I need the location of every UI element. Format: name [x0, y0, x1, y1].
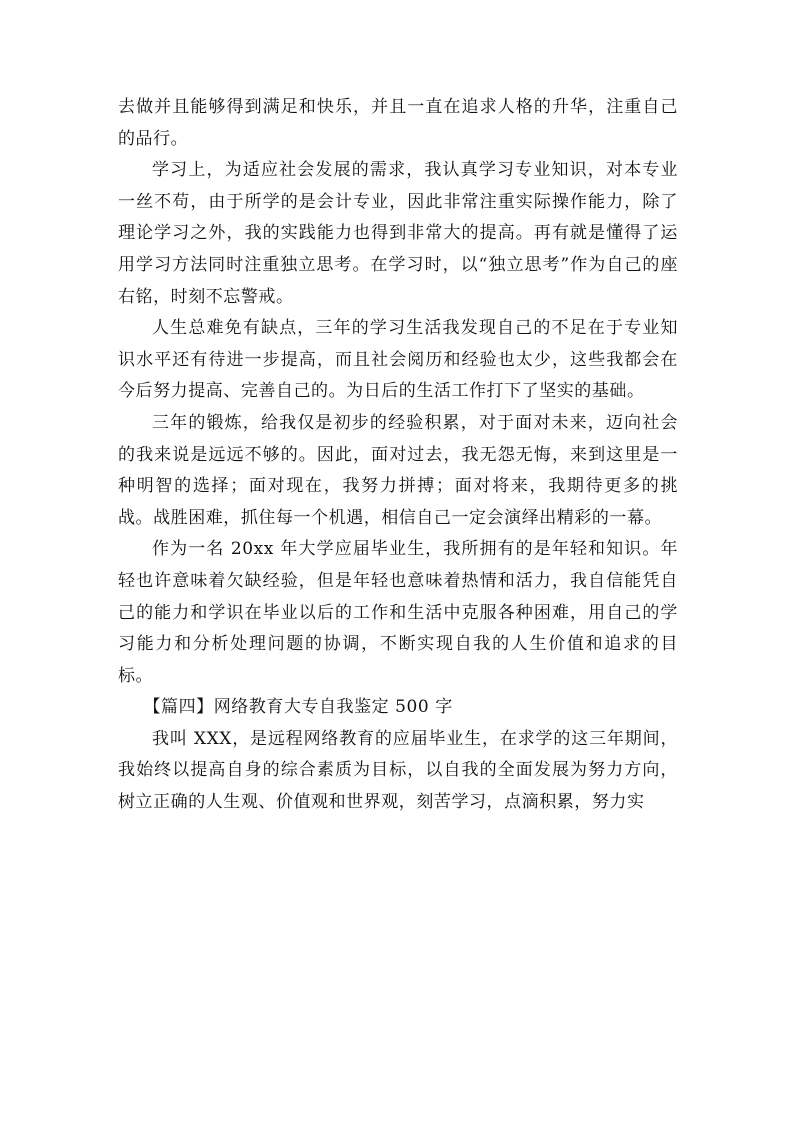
paragraph-graduate: 作为一名 20xx 年大学应届毕业生，我所拥有的是年轻和知识。年轻也许意味着欠缺经验，但是年轻也意味着热情和活力，我自信能凭自己的能力和学识在毕业以后的工作和生活中克服各种困难，用自己的学习能力和分析处理问题的协调，不断实现自我的人生价值和追求的目标。	[118, 539, 678, 686]
paragraph-shortcomings: 人生总难免有缺点，三年的学习生活我发现自己的不足在于专业知识水平还有待进一步提高，而且社会阅历和经验也太少，这些我都会在今后努力提高、完善自己的。为日后的生活工作打下了坚实的基础。	[118, 318, 678, 402]
paragraph-training: 三年的锻炼，给我仅是初步的经验积累，对于面对未来，迈向社会的我来说是远远不够的。因此，面对过去，我无怨无悔，来到这里是一种明智的选择；面对现在，我努力拼搏；面对将来，我期待更多的挑战。战胜困难，抓住每一个机遇，相信自己一定会演绎出精彩的一幕。	[118, 412, 678, 528]
paragraph-introduction: 我叫 XXX，是远程网络教育的应届毕业生，在求学的这三年期间，我始终以提高自身的综合素质为目标，以自我的全面发展为努力方向，树立正确的人生观、价值观和世界观，刻苦学习，点滴积累，努力实	[118, 728, 678, 813]
paragraph-continuation: 去做并且能够得到满足和快乐，并且一直在追求人格的升华，注重自己的品行。	[118, 97, 678, 149]
section-heading: 【篇四】网络教育大专自我鉴定 500 字	[143, 697, 453, 718]
paragraph-study: 学习上，为适应社会发展的需求，我认真学习专业知识，对本专业一丝不苟，由于所学的是会计专业，因此非常注重实际操作能力，除了理论学习之外，我的实践能力也得到非常大的提高。再有就是懂得了运用学习方法同时注重独立思考。在学习时，以“独立思考”作为自己的座右铭，时刻不忘警戒。	[118, 160, 678, 307]
document-body	[118, 92, 678, 819]
